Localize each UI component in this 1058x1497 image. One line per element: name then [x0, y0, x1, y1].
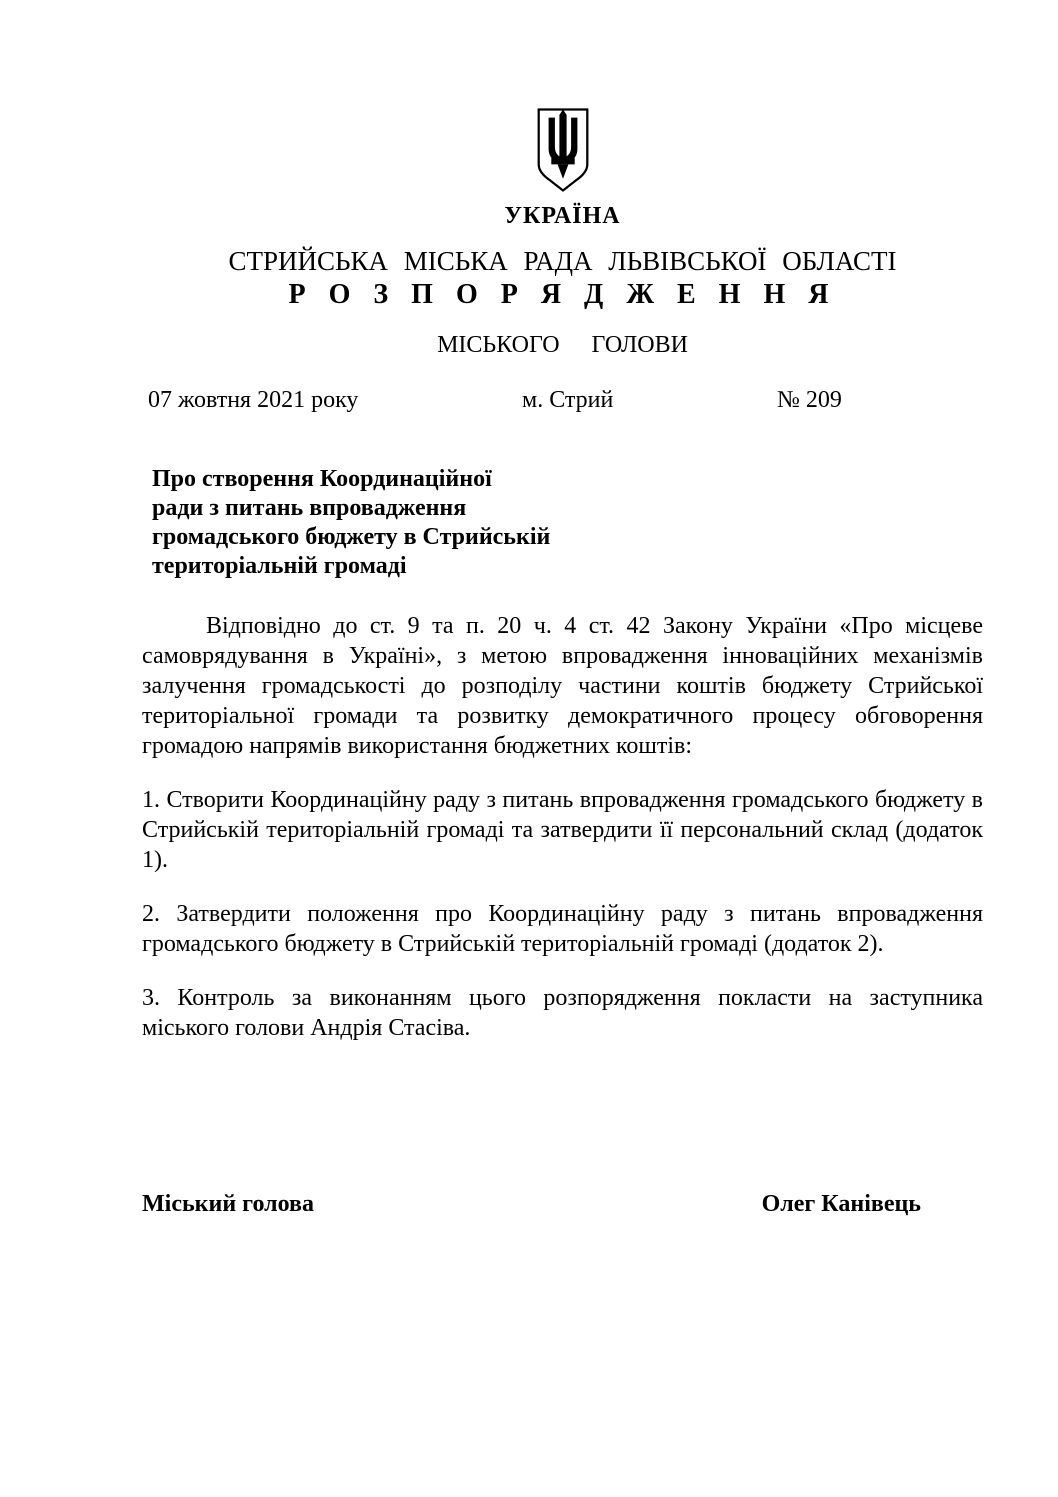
- authority-name: СТРИЙСЬКА МІСЬКА РАДА ЛЬВІВСЬКОЇ ОБЛАСТІ: [228, 246, 897, 276]
- decree-item-2: 2. Затвердити положення про Координаційну раду з питань впровадження громадського бюджету в Стрийській територіальній громаді (додаток 2).: [142, 901, 983, 957]
- signature-row: [142, 1189, 983, 1219]
- intro-paragraph: Відповідно до ст. 9 та п. 20 ч. 4 ст. 42 Закону України «Про місцеве самоврядування в Україні», з метою впровадження інноваційних механізмів залучення громадськості до розподілу частини коштів бюджету Стрийської територіальної громади та розвитку демократичного процесу обговорення громадою напрямів використання бюджетних коштів:: [142, 613, 983, 759]
- document-subtype-heading: МІСЬКОГО ГОЛОВИ: [437, 332, 688, 358]
- date-place-number-row: [142, 385, 983, 415]
- document-content: [142, 0, 983, 1219]
- document-place: м. Стрий: [522, 387, 614, 413]
- subject-title: [152, 465, 983, 581]
- subject-line: територіальній громаді: [152, 553, 407, 579]
- subject-line: громадського бюджету в Стрийській: [152, 524, 551, 550]
- decree-item-3: 3. Контроль за виконанням цього розпорядження покласти на заступника міського голови Андрія Стасіва.: [142, 985, 983, 1041]
- subject-line: ради з питань впровадження: [152, 495, 467, 521]
- country-name: УКРАЇНА: [504, 203, 621, 229]
- document-date: 07 жовтня 2021 року: [148, 387, 359, 413]
- document-number: № 209: [777, 387, 842, 413]
- decree-item-1: 1. Створити Координаційну раду з питань впровадження громадського бюджету в Стрийській територіальній громаді та затвердити її персональний склад (додаток 1).: [142, 787, 983, 873]
- subject-line: Про створення Координаційної: [152, 466, 492, 492]
- document-type-heading: Р О З П О Р Я Д Ж Е Н Н Я: [288, 279, 837, 310]
- ukraine-trident-emblem-icon: [536, 106, 590, 194]
- signatory-position: Міський голова: [142, 1191, 314, 1217]
- signatory-name: Олег Канівець: [761, 1191, 921, 1217]
